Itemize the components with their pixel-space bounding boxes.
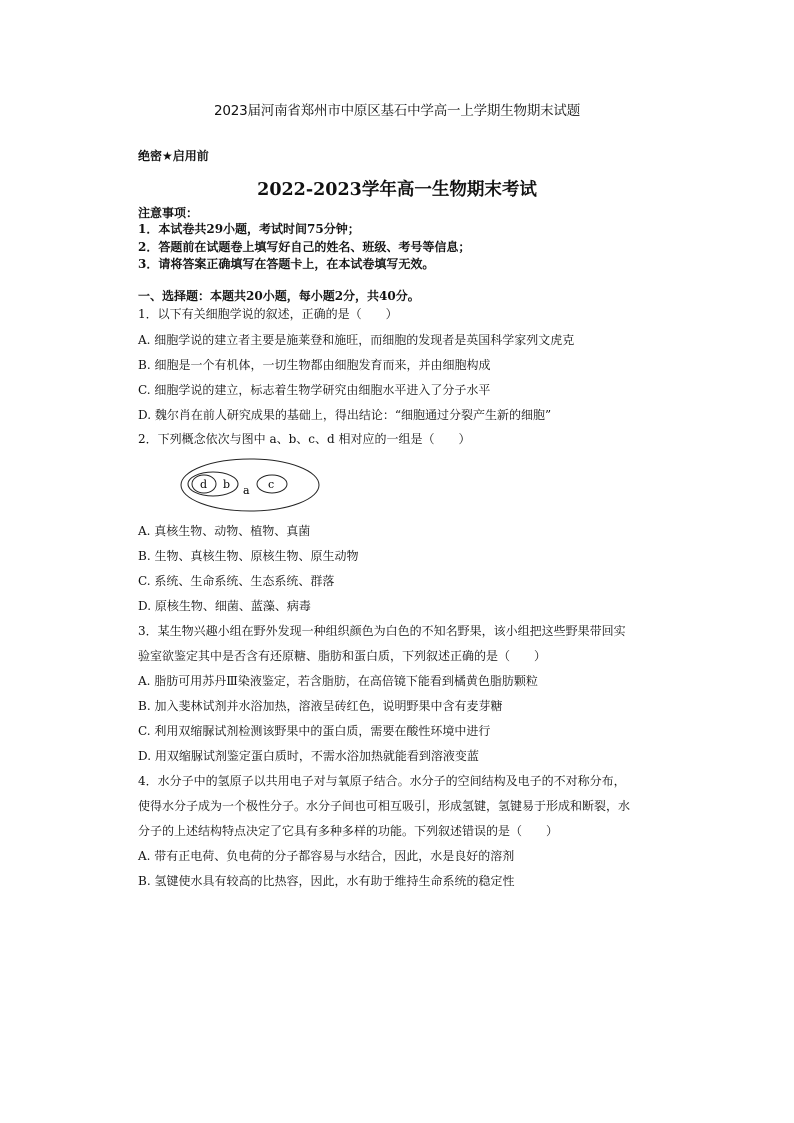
nested-ellipse-diagram	[180, 457, 320, 513]
question-1-option-d: D. 魏尔肖在前人研究成果的基础上，得出结论：“细胞通过分裂产生新的细胞”	[138, 408, 552, 422]
question-2-option-c: C. 系统、生命系统、生态系统、群落	[138, 574, 335, 588]
exam-title: 2022-2023学年高一生物期末考试	[257, 180, 537, 200]
label-d: d	[200, 478, 208, 491]
notice-item: 1．本试卷共29小题，考试时间75分钟；	[138, 222, 360, 236]
notice-heading: 注意事项：	[138, 206, 199, 220]
question-3-stem-line-1: 3．某生物兴趣小组在野外发现一种组织颜色为白色的不知名野果，该小组把这些野果带回实	[138, 624, 626, 638]
question-1-stem: 1．以下有关细胞学说的叙述，正确的是（ ）	[138, 307, 398, 321]
label-a: a	[243, 484, 250, 497]
notice-item: 3．请将答案正确填写在答题卡上，在本试卷填写无效。	[138, 257, 435, 271]
secret-mark: 绝密★启用前	[138, 149, 209, 163]
question-4-stem-line-1: 4．水分子中的氢原子以共用电子对与氧原子结合。水分子的空间结构及电子的不对称分布，	[138, 774, 626, 788]
ellipse-b	[188, 472, 238, 496]
question-4-stem-line-3: 分子的上述结构特点决定了它具有多种多样的功能。下列叙述错误的是（ ）	[138, 824, 559, 838]
question-4-option-a: A. 带有正电荷、负电荷的分子都容易与水结合，因此，水是良好的溶剂	[138, 849, 515, 863]
section-heading: 一、选择题：本题共20小题，每小题2分，共40分。	[138, 289, 420, 303]
question-2-option-d: D. 原核生物、细菌、蓝藻、病毒	[138, 599, 311, 613]
question-2-option-b: B. 生物、真核生物、原核生物、原生动物	[138, 549, 359, 563]
notice-item: 2．答题前在试题卷上填写好自己的姓名、班级、考号等信息；	[138, 239, 471, 254]
label-c: c	[268, 478, 275, 491]
question-1-option-c: C. 细胞学说的建立，标志着生物学研究由细胞水平进入了分子水平	[138, 383, 491, 397]
question-2-stem: 2．下列概念依次与图中 a、b、c、d 相对应的一组是（ ）	[138, 432, 471, 446]
label-b: b	[223, 478, 231, 491]
question-3-option-b: B. 加入斐林试剂并水浴加热，溶液呈砖红色，说明野果中含有麦芽糖	[138, 699, 503, 713]
question-1-option-b: B. 细胞是一个有机体，一切生物都由细胞发育而来，并由细胞构成	[138, 358, 491, 372]
question-4-stem-line-2: 使得水分子成为一个极性分子。水分子间也可相互吸引，形成氢键，氢键易于形成和断裂，水	[138, 799, 631, 813]
question-4-option-b: B. 氢键使水具有较高的比热容，因此，水有助于维持生命系统的稳定性	[138, 874, 515, 888]
question-2-option-a: A. 真核生物、动物、植物、真菌	[138, 524, 311, 538]
notice-list	[138, 221, 470, 274]
question-3-option-a: A. 脂肪可用苏丹Ⅲ染液鉴定，若含脂肪，在高倍镜下能看到橘黄色脂肪颗粒	[138, 674, 538, 688]
question-3-stem-line-2: 验室欲鉴定其中是否含有还原糖、脂肪和蛋白质，下列叙述正确的是（ ）	[138, 649, 547, 663]
question-3-option-c: C. 利用双缩脲试剂检测该野果中的蛋白质，需要在酸性环境中进行	[138, 724, 491, 738]
document-title: 2023届河南省郑州市中原区基石中学高一上学期生物期末试题	[213, 103, 581, 119]
question-1-option-a: A. 细胞学说的建立者主要是施莱登和施旺，而细胞的发现者是英国科学家列文虎克	[138, 333, 575, 347]
question-3-option-d: D. 用双缩脲试剂鉴定蛋白质时，不需水浴加热就能看到溶液变蓝	[138, 749, 479, 763]
